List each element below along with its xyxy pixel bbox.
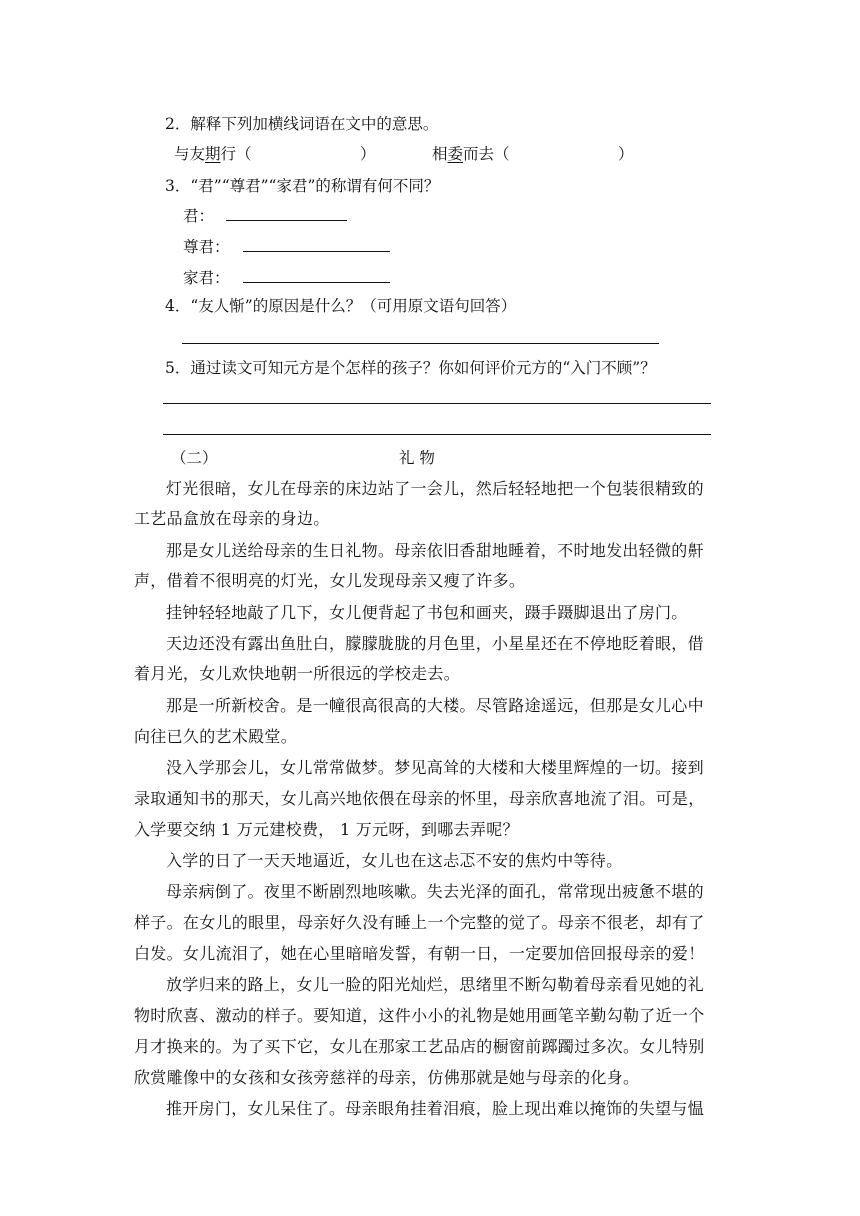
story-line: 天边还没有露出鱼肚白，朦朦胧胧的月色里，小星星还在不停地眨着眼，借 (166, 634, 704, 653)
q3-label-jiajun: 家君： (183, 269, 230, 287)
story-line: 入学的日了一天天地逼近，女儿也在这忐忑不安的焦灼中等待。 (166, 851, 623, 870)
q5-answer-line-1[interactable] (163, 403, 711, 404)
q3-answer-line-zunjun[interactable] (243, 251, 390, 252)
q2-item1-post: 行（ ） (220, 145, 376, 163)
story-line: 灯光很暗，女儿在母亲的床边站了一会儿，然后轻轻地把一个包装很精致的 (166, 479, 704, 498)
question-3: 3．“君”“尊君”“家君”的称谓有何不同？ (165, 177, 440, 195)
story-line: 工艺品盒放在母亲的身边。 (134, 509, 330, 528)
story-line: 母亲病倒了。夜里不断剧烈地咳嗽。失去光泽的面孔，常常现出疲惫不堪的 (166, 882, 704, 901)
story-line: 向往已久的艺术殿堂。 (134, 727, 298, 746)
story-line: 样子。在女儿的眼里，母亲好久没有睡上一个完整的觉了。母亲不很老，却有了 (134, 913, 705, 932)
q2-item1-word: 期 (205, 145, 221, 163)
question-2: 2．解释下列加横线词语在文中的意思。 (165, 115, 439, 133)
story-line: 入学要交纳 1 万元建校费， 1 万元呀，到哪去弄呢？ (134, 820, 519, 839)
question-5: 5．通过读文可知元方是个怎样的孩子？你如何评价元方的“入门不顾”？ (165, 359, 656, 377)
q3-answer-line-jiajun[interactable] (243, 282, 390, 283)
question-2-item-2 (432, 144, 634, 164)
q2-item2-post: 而去（ ） (463, 145, 634, 163)
story-line: 欣赏雕像中的女孩和女孩旁慈祥的母亲，仿佛那就是她与母亲的化身。 (134, 1068, 640, 1087)
section-2-title: 礼 物 (399, 449, 435, 467)
story-line: 挂钟轻轻地敲了几下，女儿便背起了书包和画夹，蹑手蹑脚退出了房门。 (166, 603, 688, 622)
story-line: 声，借着不很明亮的灯光，女儿发现母亲又瘦了许多。 (134, 571, 526, 590)
story-line: 推开房门，女儿呆住了。母亲眼角挂着泪痕，脸上现出难以掩饰的失望与愠 (166, 1099, 704, 1118)
story-line: 放学归来的路上，女儿一脸的阳光灿烂，思绪里不断勾勒着母亲看见她的礼 (166, 975, 704, 994)
q3-answer-line-jun[interactable] (226, 220, 347, 221)
story-line: 录取通知书的那天，女儿高兴地依偎在母亲的怀里，母亲欣喜地流了泪。可是， (134, 789, 705, 808)
q5-answer-line-2[interactable] (163, 434, 711, 435)
story-line: 没入学那会儿，女儿常常做梦。梦见高耸的大楼和大楼里辉煌的一切。接到 (166, 758, 704, 777)
q3-label-zunjun: 尊君： (183, 238, 230, 256)
section-2-number: （二） (171, 449, 218, 467)
q4-answer-line[interactable] (182, 343, 659, 344)
story-line: 着月光，女儿欢快地朝一所很远的学校走去。 (134, 664, 461, 683)
story-line: 那是女儿送给母亲的生日礼物。母亲依旧香甜地睡着，不时地发出轻微的鼾 (166, 541, 704, 560)
q3-label-jun: 君： (183, 207, 215, 225)
story-line: 物时欣喜、激动的样子。要知道，这件小小的礼物是她用画笔辛勤勾勒了近一个 (134, 1006, 705, 1025)
question-2-item-1 (174, 144, 376, 164)
story-line: 白发。女儿流泪了，她在心里暗暗发誓，有朝一日，一定要加倍回报母亲的爱！ (134, 944, 705, 963)
q2-item2-pre: 相 (432, 145, 448, 163)
q2-item2-word: 委 (447, 145, 464, 163)
question-4: 4．“友人惭”的原因是什么？（可用原文语句回答） (165, 297, 517, 315)
story-line: 月才换来的。为了买下它，女儿在那家工艺品店的橱窗前踯躅过多次。女儿特别 (134, 1037, 705, 1056)
story-line: 那是一所新校舍。是一幢很高很高的大楼。尽管路途遥远，但那是女儿心中 (166, 696, 704, 715)
q2-item1-pre: 与友 (174, 145, 206, 163)
